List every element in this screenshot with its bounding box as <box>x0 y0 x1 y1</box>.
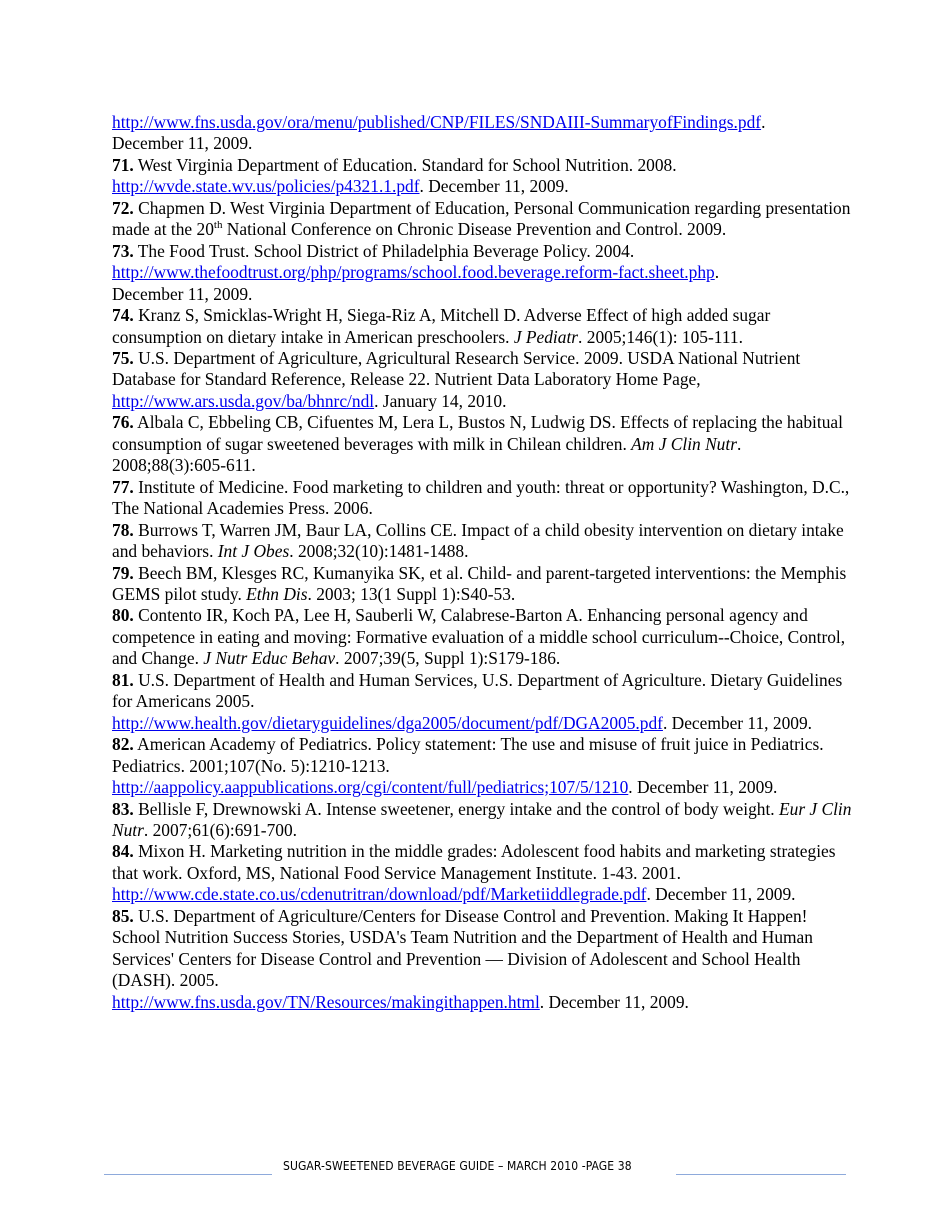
reference-number: 84. <box>112 841 134 862</box>
reference-text: U.S. Department of Agriculture, Agricultural Research Service. 2009. USDA National Nutrient Database for Standard Reference, Release 22. Nutrient Data Laboratory Home Page, <box>112 347 801 390</box>
reference-text: December 11, 2009. <box>112 133 253 154</box>
reference-text: . <box>761 112 766 132</box>
journal-title: J Pediatr <box>513 326 579 347</box>
reference-entry <box>112 477 852 520</box>
reference-text: Kranz S, Smicklas-Wright H, Siega-Riz A, Mitchell D. Adverse Effect of high added sugar consumption on dietary intake in American preschoolers. <box>112 305 771 347</box>
reference-text: American Academy of Pediatrics. Policy statement: The use and misuse of fruit juice in Pediatrics. Pediatrics. 2001;107(No. 5):1210-1213. <box>112 734 824 776</box>
reference-entry <box>112 670 852 734</box>
reference-number: 75. <box>112 347 134 368</box>
reference-number: 82. <box>112 734 134 755</box>
footer-rule-left <box>104 1174 272 1175</box>
reference-number: 85. <box>112 905 134 926</box>
reference-text: Chapmen D. West Virginia Department of Education, Personal Communication regarding presentation made at the 20 <box>112 197 851 240</box>
reference-link[interactable]: http://www.fns.usda.gov/TN/Resources/makingithappen.html <box>112 991 540 1012</box>
reference-entry <box>112 605 852 669</box>
reference-number: 73. <box>112 240 134 261</box>
reference-entry <box>112 412 852 476</box>
reference-number: 79. <box>112 562 134 583</box>
reference-number: 74. <box>112 305 134 326</box>
footer-text: SUGAR-SWEETENED BEVERAGE GUIDE – MARCH 2010 -PAGE 38 <box>283 1159 632 1173</box>
reference-number: 78. <box>112 519 134 540</box>
reference-entry <box>112 563 852 606</box>
reference-link[interactable]: http://www.fns.usda.gov/ora/menu/published/CNP/FILES/SNDAIII-SummaryofFindings.pdf <box>112 112 762 132</box>
footer-rule-right <box>676 1174 846 1175</box>
reference-text: Mixon H. Marketing nutrition in the middle grades: Adolescent food habits and marketing strategies that work. Oxford, MS, National Food Service Management Institute. 1-43. 2001. <box>112 841 836 883</box>
reference-text: U.S. Department of Health and Human Services, U.S. Department of Agriculture. Dietary Guidelines for Americans 2005. <box>112 669 843 712</box>
reference-entry <box>112 155 852 198</box>
reference-text: . <box>714 262 720 283</box>
journal-title: Am J Clin Nutr <box>631 433 737 454</box>
reference-text: Albala C, Ebbeling CB, Cifuentes M, Lera L, Bustos N, Ludwig DS. Effects of replacing the habitual consumption of sugar sweetened beverages with milk in Chilean children. <box>112 412 843 454</box>
reference-text: Burrows T, Warren JM, Baur LA, Collins CE. Impact of a child obesity intervention on dietary intake and behaviors. <box>112 519 844 562</box>
journal-title: Ethn Dis <box>246 583 308 604</box>
reference-text: West Virginia Department of Education. Standard for School Nutrition. 2008. <box>133 154 677 175</box>
reference-text: December 11, 2009. <box>112 283 253 304</box>
superscript: th <box>213 219 223 232</box>
reference-link[interactable]: http://www.thefoodtrust.org/php/programs/school.food.beverage.reform-fact.sheet.php <box>112 262 715 283</box>
reference-number: 81. <box>112 669 134 690</box>
page-footer <box>0 1158 950 1198</box>
reference-text: Beech BM, Klesges RC, Kumanyika SK, et al. Child- and parent-targeted interventions: the Memphis GEMS pilot study. <box>112 562 847 604</box>
reference-text: . December 11, 2009. <box>628 777 778 798</box>
reference-number: 72. <box>112 197 134 218</box>
reference-text: Bellisle F, Drewnowski A. Intense sweetener, energy intake and the control of body weight. <box>133 798 779 819</box>
reference-text: National Conference on Chronic Disease Prevention and Control. 2009. <box>222 219 727 240</box>
reference-text: . January 14, 2010. <box>374 390 507 411</box>
reference-text: . 2007;39(5, Suppl 1):S179-186. <box>335 648 561 669</box>
reference-text: . December 11, 2009. <box>539 991 689 1012</box>
reference-text: . 2007;61(6):691-700. <box>143 819 298 840</box>
reference-text: U.S. Department of Agriculture/Centers for Disease Control and Prevention. Making It Happen! School Nutrition Success Stories, USDA's Team Nutrition and the Department of Health and Human Services' Centers for Disease Control and Prevention — Division of Adolescent and School Health (DASH). 2005. <box>112 905 813 991</box>
journal-title: Int J Obes <box>217 541 290 562</box>
reference-text: . 2003; 13(1 Suppl 1):S40-53. <box>307 583 516 604</box>
reference-number: 77. <box>112 476 134 497</box>
reference-entry <box>112 348 852 412</box>
reference-text: . 2008;32(10):1481-1488. <box>289 541 469 562</box>
journal-title: Eur J Clin Nutr <box>112 798 852 840</box>
reference-entry <box>112 734 852 798</box>
reference-number: 83. <box>112 798 134 819</box>
reference-text: Contento IR, Koch PA, Lee H, Sauberli W, Calabrese-Barton A. Enhancing personal agency and competence in eating and moving: Formative evaluation of a middle school curriculum--Choice, Control, and Change. <box>112 605 846 669</box>
reference-entry <box>112 906 852 1013</box>
reference-text: Institute of Medicine. Food marketing to children and youth: threat or opportunity? Washington, D.C., The National Academies Press. 2006. <box>112 476 850 519</box>
reference-entry <box>112 520 852 563</box>
reference-text: . December 11, 2009. <box>662 712 812 733</box>
reference-link[interactable]: http://aappolicy.aappublications.org/cgi/content/full/pediatrics;107/5/1210 <box>112 777 629 798</box>
reference-number: 71. <box>112 154 134 175</box>
reference-entry <box>112 841 852 905</box>
reference-entry <box>112 198 852 241</box>
reference-text: . 2005;146(1): 105-111. <box>578 326 743 347</box>
reference-text: . 2008;88(3):605-611. <box>112 433 742 476</box>
reference-number: 76. <box>112 412 134 433</box>
reference-link[interactable]: http://www.cde.state.co.us/cdenutritran/download/pdf/Marketiiddlegrade.pdf <box>112 884 647 905</box>
reference-link[interactable]: http://www.health.gov/dietaryguidelines/dga2005/document/pdf/DGA2005.pdf <box>112 712 663 733</box>
journal-title: J Nutr Educ Behav <box>203 648 336 669</box>
reference-link[interactable]: http://wvde.state.wv.us/policies/p4321.1.pdf <box>112 176 420 197</box>
reference-text: . December 11, 2009. <box>646 884 796 905</box>
reference-link[interactable]: http://www.ars.usda.gov/ba/bhnrc/ndl <box>112 390 375 411</box>
reference-entry <box>112 241 852 305</box>
reference-entry <box>112 112 852 155</box>
reference-text: . December 11, 2009. <box>419 176 569 197</box>
reference-entry <box>112 305 852 348</box>
reference-text: The Food Trust. School District of Philadelphia Beverage Policy. 2004. <box>133 240 635 261</box>
reference-entry <box>112 799 852 842</box>
reference-number: 80. <box>112 605 134 626</box>
reference-list <box>112 112 852 1013</box>
